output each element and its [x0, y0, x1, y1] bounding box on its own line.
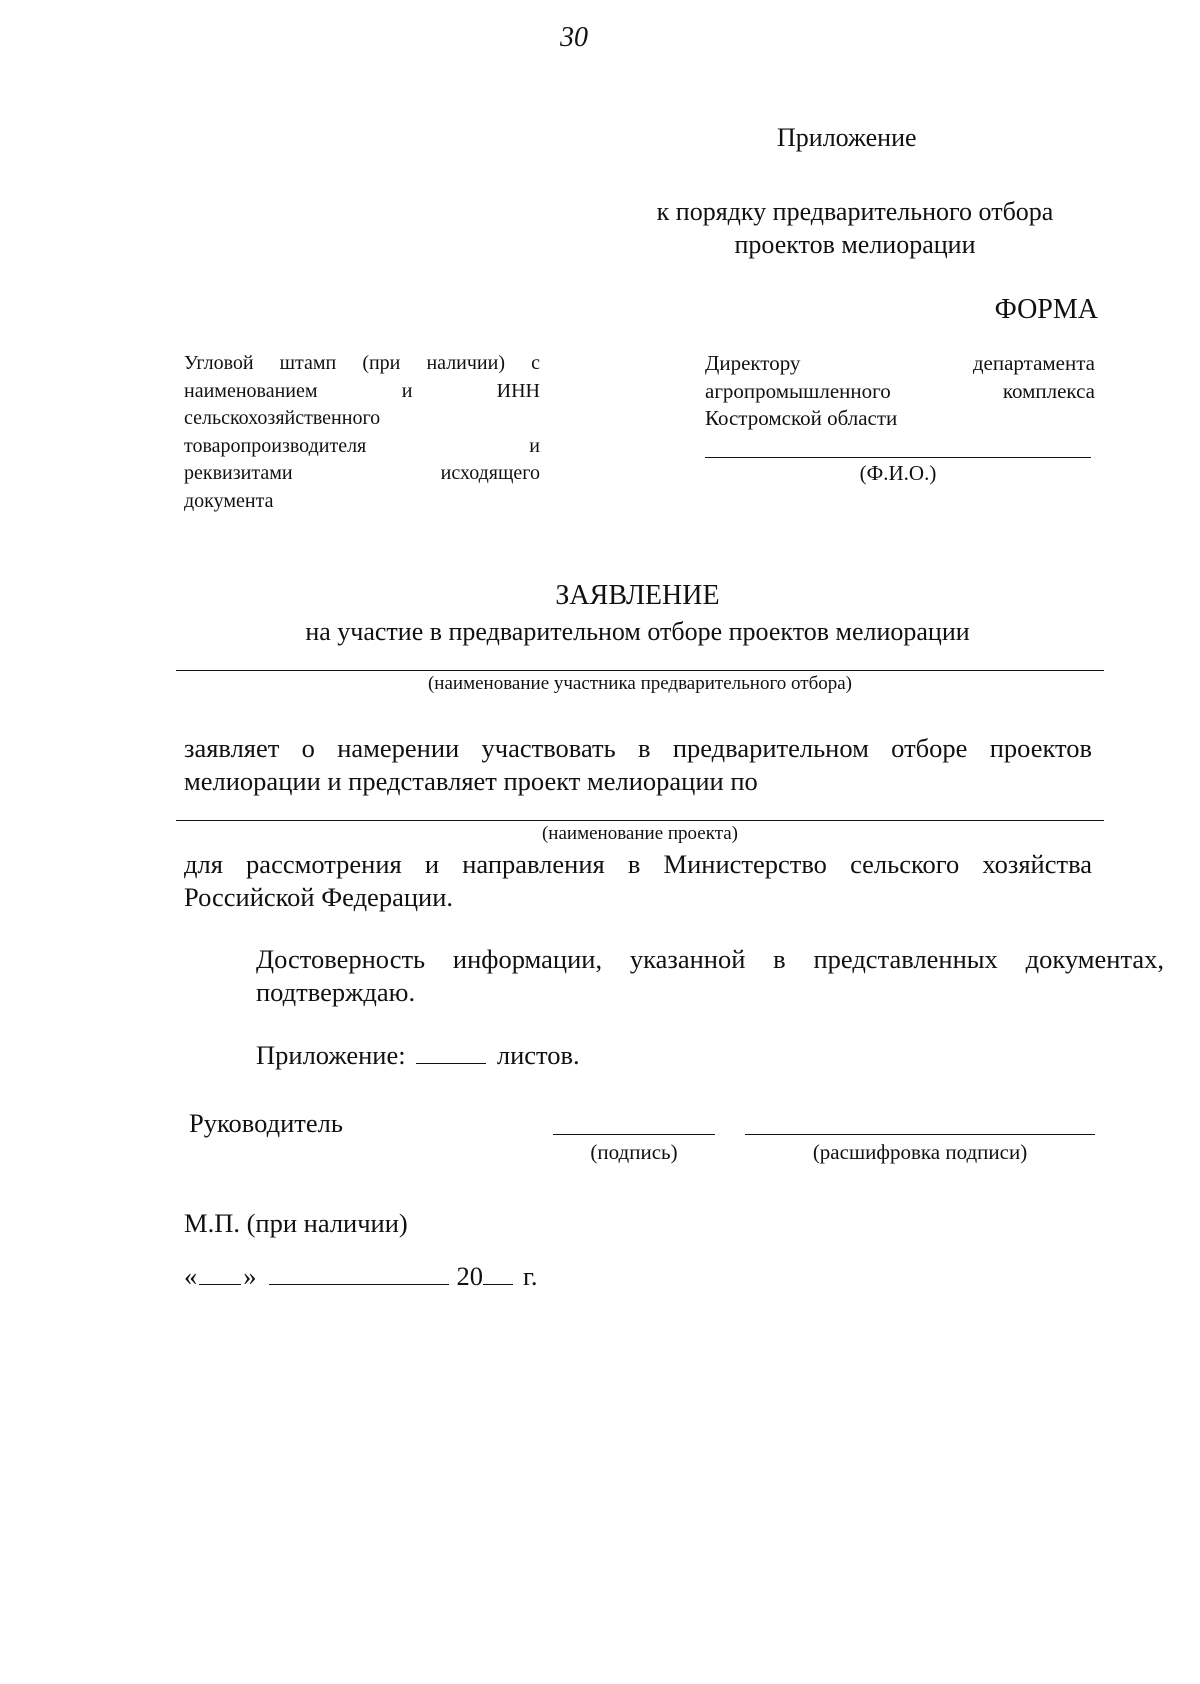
statement-title: ЗАЯВЛЕНИЕ [555, 580, 720, 611]
appendix-reference-line-2: проектов мелиорации [734, 230, 976, 259]
stamp-word: с [531, 352, 540, 374]
stamp-word: штамп [279, 352, 337, 374]
appendix-title: Приложение [777, 123, 917, 152]
page-number: 30 [560, 22, 588, 53]
addressee-block [705, 350, 1095, 433]
stamp-line [184, 433, 540, 461]
signature-blank-line[interactable] [553, 1134, 715, 1135]
stamp-line [184, 405, 540, 433]
stamp-word: наименованием [184, 379, 318, 402]
confirmation-paragraph: Достоверность информации, указанной в представленных документах, подтверждаю. [256, 944, 1164, 1007]
signature-decode-blank-line[interactable] [745, 1134, 1095, 1135]
fio-caption: (Ф.И.О.) [859, 461, 937, 485]
signature-decode-caption: (расшифровка подписи) [812, 1140, 1028, 1164]
appendix-reference-line-1: к порядку предварительного отбора [656, 197, 1054, 226]
stamp-word: товаропроизводителя [184, 434, 367, 457]
stamp-word: Угловой [184, 352, 254, 374]
stamp-word: реквизитами [184, 462, 293, 484]
intent-paragraph: заявляет о намерении участвовать в предварительном отборе проектов мелиорации и представляет проект мелиорации по [184, 733, 1092, 796]
form-label: ФОРМА [994, 294, 1098, 325]
date-close-quote: » [243, 1261, 257, 1291]
date-line [184, 1260, 538, 1292]
stamp-line [184, 350, 540, 378]
stamp-word: и [401, 379, 413, 402]
purpose-paragraph: для рассмотрения и направления в Министерство сельского хозяйства Российской Федерации. [184, 849, 1092, 912]
stamp-word: наличии) [426, 352, 506, 374]
date-month-blank[interactable] [269, 1260, 449, 1285]
attachment-count-blank[interactable] [416, 1041, 486, 1064]
attachment-line [256, 1040, 580, 1071]
date-day-blank[interactable] [199, 1260, 241, 1285]
addressee-word: департамента [972, 351, 1095, 375]
stamp-word: и [529, 434, 540, 457]
date-year-blank[interactable] [483, 1260, 513, 1285]
addressee-word: Директору [705, 351, 801, 375]
stamp-word: (при [362, 352, 401, 374]
addressee-line [705, 378, 1095, 406]
project-name-blank-line[interactable] [176, 820, 1104, 821]
stamp-word: исходящего [440, 462, 540, 484]
statement-subtitle: на участие в предварительном отборе проектов мелиорации [305, 617, 970, 646]
signature-caption: (подпись) [590, 1140, 678, 1164]
addressee-word: комплекса [1002, 378, 1095, 403]
addressee-word: агропромышленного [705, 378, 891, 403]
date-century: 20 [456, 1261, 483, 1291]
addressee-word: Костромской области [705, 406, 898, 430]
stamp-word: ИНН [496, 379, 540, 402]
stamp-line [184, 488, 540, 516]
stamp-word: документа [184, 489, 274, 512]
stamp-word: сельскохозяйственного [184, 407, 381, 429]
seal-label: М.П. (при наличии) [184, 1208, 408, 1238]
attachment-label: Приложение: [256, 1040, 406, 1070]
fio-blank-line[interactable] [705, 457, 1091, 458]
date-year-suffix: г. [523, 1261, 538, 1291]
head-label: Руководитель [189, 1108, 343, 1138]
stamp-line [184, 378, 540, 406]
addressee-line [705, 405, 1095, 433]
project-name-caption: (наименование проекта) [541, 823, 738, 844]
date-open-quote: « [184, 1261, 198, 1291]
participant-name-blank-line[interactable] [176, 670, 1104, 671]
attachment-unit: листов. [496, 1040, 580, 1070]
corner-stamp-block [184, 350, 540, 515]
participant-name-caption: (наименование участника предварительного отбора) [427, 673, 853, 694]
stamp-line [184, 460, 540, 488]
addressee-line [705, 350, 1095, 378]
